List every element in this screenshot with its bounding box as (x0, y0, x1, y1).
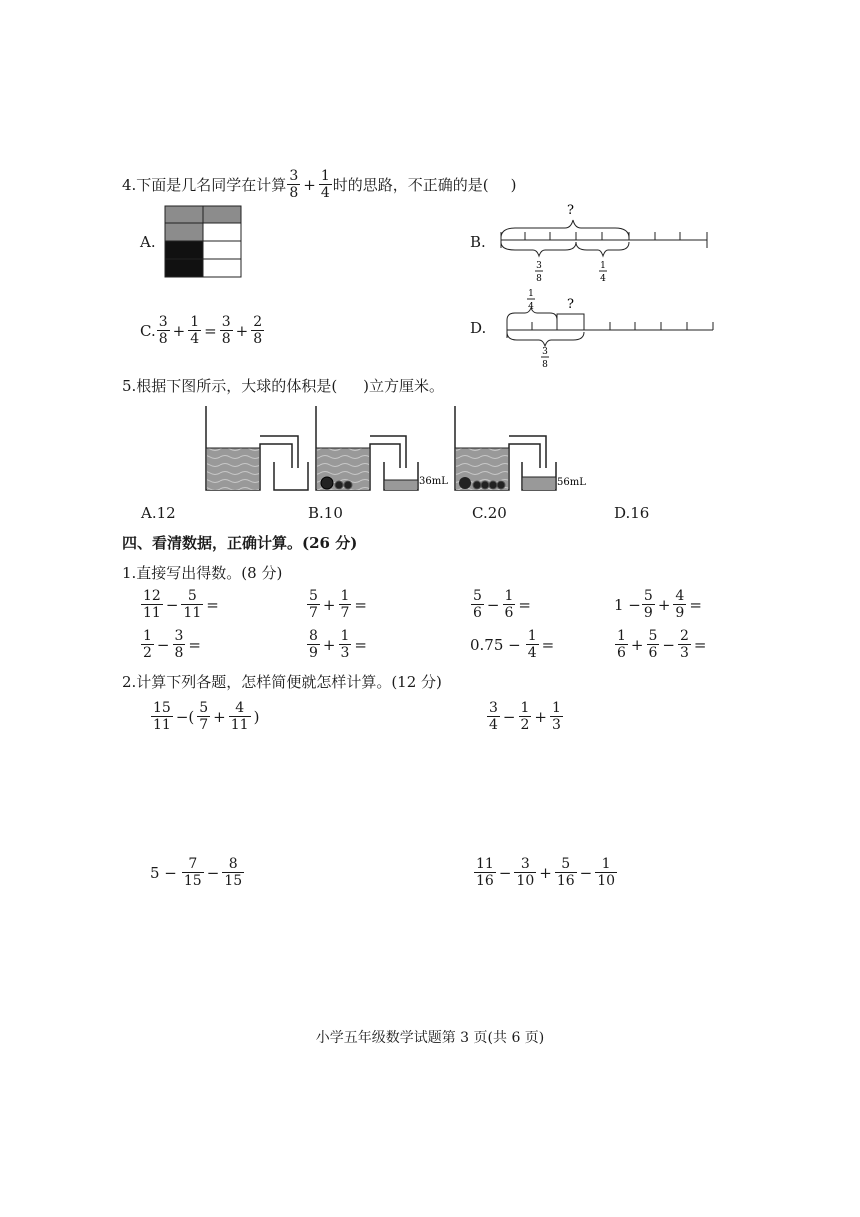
svg-text:?: ? (567, 297, 574, 312)
q4-close: ) (510, 175, 517, 194)
q4-option-c-label: C. (140, 321, 156, 340)
b-question-mark: ? (567, 203, 574, 218)
q4-option-a-label: A. (140, 233, 156, 251)
oral-1-1: $\frac{12}{11}$ − $\frac{5}{11}$ = (143, 588, 219, 621)
q4-option-d-label: D. (470, 319, 487, 337)
q5-option-c: C.20 (472, 504, 507, 522)
section-4-sub2: 2.计算下列各题，怎样简便就怎样计算。(12 分) (122, 673, 442, 691)
q5-beaker-diagram (200, 404, 600, 498)
label-36ml: 36mL (419, 476, 448, 487)
calc-4: $\frac{11}{16}$ − $\frac{3}{10}$ + $\frac{5}{16}$ − $\frac{1}{10}$ (476, 856, 616, 889)
q4-prefix: 4.下面是几名同学在计算 (122, 175, 287, 194)
q4-option-d-numberline (495, 286, 720, 370)
oral-1-2: $\frac{5}{7}$ + $\frac{1}{7}$ = (309, 588, 367, 621)
calc-3: 5 − $\frac{7}{15}$ − $\frac{8}{15}$ (150, 856, 243, 889)
q4-option-b-label: B. (470, 233, 486, 251)
q4-frac-a: $\frac{3}{8}$ (289, 168, 299, 201)
q4-option-c: C. $\frac{3}{8}$ + $\frac{1}{4}$ = $\frac{3}{8}$ + $\frac{2}{8}$ (140, 314, 263, 347)
q4-option-a-grid (164, 205, 242, 279)
calc-1: $\frac{15}{11}$ −( $\frac{5}{7}$ + $\frac{4}{11}$ ) (153, 700, 260, 733)
oral-2-1: $\frac{1}{2}$ − $\frac{3}{8}$ = (143, 628, 201, 661)
plus-sign: + (303, 175, 316, 194)
q4-stem (122, 168, 516, 201)
oral-1-3: $\frac{5}{6}$ − $\frac{1}{6}$ = (473, 588, 531, 621)
q4-frac-b: $\frac{1}{4}$ (320, 168, 330, 201)
oral-1-4: 1 − $\frac{5}{9}$ + $\frac{4}{9}$ = (614, 588, 702, 621)
svg-text:8: 8 (542, 360, 548, 370)
q4-suffix: 时的思路，不正确的是( (332, 175, 489, 194)
q5-stem (122, 376, 444, 396)
q4-option-b-numberline (495, 198, 720, 288)
label-56ml: 56mL (557, 477, 586, 488)
q5-text: 5.根据下图所示，大球的体积是( (122, 377, 338, 395)
q5-option-b: B.10 (308, 504, 343, 522)
q5-option-a: A.12 (141, 504, 176, 522)
q5-option-d: D.16 (614, 504, 650, 522)
calc-2: $\frac{3}{4}$ − $\frac{1}{2}$ + $\frac{1}{3}$ (489, 700, 561, 733)
section-4-title: 四、看清数据，正确计算。(26 分) (122, 534, 358, 552)
beaker-1 (206, 406, 308, 490)
page-footer: 小学五年级数学试题第 3 页(共 6 页) (315, 1030, 545, 1046)
section-4-sub1: 1.直接写出得数。(8 分) (122, 564, 283, 582)
svg-text:4: 4 (600, 274, 606, 284)
svg-text:1: 1 (528, 289, 534, 299)
oral-2-3: 0.75 − $\frac{1}{4}$ = (470, 628, 555, 661)
svg-text:1: 1 (600, 261, 606, 271)
beaker-2 (316, 406, 448, 490)
svg-text:3: 3 (536, 261, 542, 271)
svg-text:4: 4 (528, 302, 534, 312)
q5-text-end: )立方厘米。 (363, 377, 445, 395)
oral-2-2: $\frac{8}{9}$ + $\frac{1}{3}$ = (309, 628, 367, 661)
oral-2-4: $\frac{1}{6}$ + $\frac{5}{6}$ − $\frac{2}{3}$ = (617, 628, 707, 661)
svg-text:3: 3 (542, 347, 548, 357)
svg-text:8: 8 (536, 274, 542, 284)
beaker-3 (455, 406, 586, 490)
